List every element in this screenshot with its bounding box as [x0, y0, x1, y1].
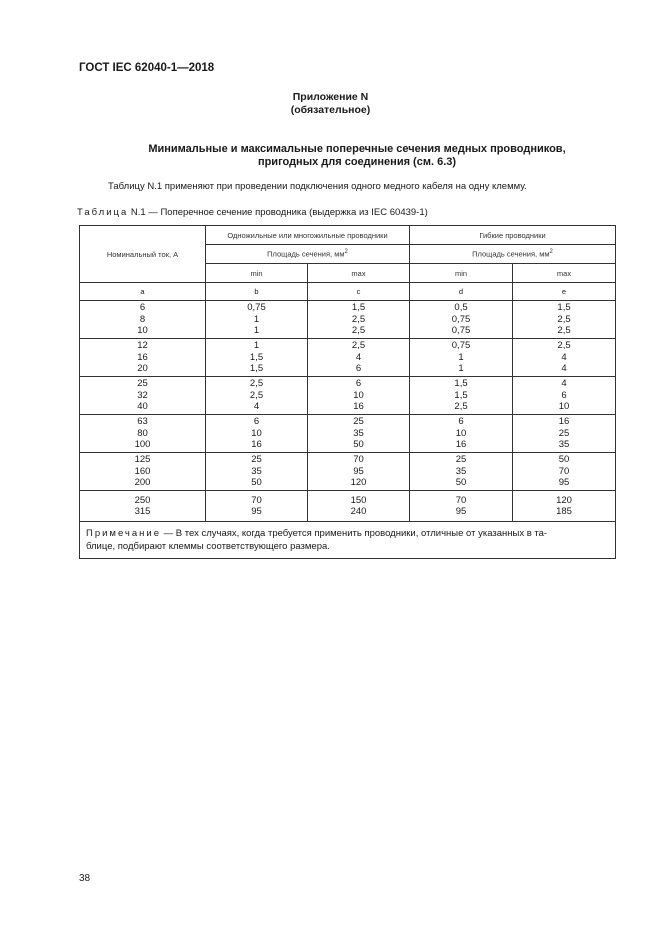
cell-value: 16: [137, 351, 148, 363]
header-flex-max: max: [513, 264, 616, 283]
cell-value: 0,75: [451, 325, 471, 337]
cell-value: 10: [455, 427, 467, 439]
cell-value: 2,5: [557, 340, 571, 352]
area-superscript: 2: [344, 249, 348, 256]
header-solid-conductors: Одножильные или многожильные проводники: [206, 226, 410, 245]
cell-value: 4: [561, 351, 567, 363]
cell-value: 4: [253, 401, 260, 413]
cell-value: 1: [253, 340, 260, 352]
conductor-table: [79, 225, 616, 559]
cell-value: 35: [558, 439, 570, 451]
cell-value: 2,5: [557, 325, 571, 337]
cell-current: [80, 491, 206, 522]
cell-value: 1,5: [351, 302, 366, 314]
cell-value: 4: [561, 378, 567, 390]
cell-value: 1,5: [557, 302, 571, 314]
cell-value: 70: [251, 494, 262, 506]
cell-value: 16: [251, 439, 262, 451]
table-caption-label: Таблица: [77, 207, 129, 218]
cell-solid-max: [308, 377, 410, 415]
cell-solid-min: [206, 453, 308, 491]
cell-value: 160: [134, 465, 151, 477]
column-letter: c: [308, 283, 410, 301]
cell-value: 1: [458, 363, 464, 375]
page-number: 38: [79, 873, 91, 884]
cell-solid-min: [206, 377, 308, 415]
cell-value: 125: [134, 454, 151, 466]
table-caption: [77, 207, 428, 218]
cell-value: 6: [355, 363, 362, 375]
annex-status: (обязательное): [290, 104, 371, 116]
cell-value: 2,5: [249, 378, 264, 390]
cell-value: 50: [455, 477, 467, 489]
cell-value: 10: [251, 427, 262, 439]
cell-value: 95: [251, 506, 262, 517]
cell-value: 35: [455, 465, 467, 477]
header-rated-current: Номинальный ток, А: [80, 226, 206, 283]
header-solid-max: max: [308, 264, 410, 283]
cell-flex-max: [513, 453, 616, 491]
column-letter: e: [513, 283, 616, 301]
cell-value: 2,5: [351, 340, 366, 352]
cell-value: 1: [253, 325, 260, 337]
cell-solid-min: [206, 491, 308, 522]
table-row-group: [80, 491, 616, 522]
note-line-1: [86, 527, 609, 540]
cell-current: [80, 301, 206, 339]
cell-value: 32: [137, 389, 148, 401]
cell-value: 2,5: [454, 401, 468, 413]
cell-flex-max: [513, 301, 616, 339]
cell-value: 25: [251, 454, 262, 466]
area-superscript: 2: [549, 249, 553, 256]
cell-value: 25: [455, 454, 467, 466]
area-label: Площадь сечения, мм: [267, 249, 345, 259]
cell-current: [80, 377, 206, 415]
cell-value: 200: [134, 477, 151, 489]
cell-solid-min: [206, 301, 308, 339]
header-flex-min: min: [410, 264, 513, 283]
cell-solid-max: [308, 301, 410, 339]
table-row-group: [80, 415, 616, 453]
cell-value: 95: [353, 465, 364, 477]
cell-value: 1: [458, 351, 464, 363]
cell-value: 6: [458, 416, 464, 428]
column-letter: d: [410, 283, 513, 301]
cell-value: 35: [353, 427, 364, 439]
cell-value: 20: [137, 363, 148, 375]
cell-value: 2,5: [351, 325, 366, 337]
cell-value: 120: [556, 494, 572, 506]
cell-value: 0,75: [451, 313, 471, 325]
note-line-2: блице, подбирают клеммы соответствующего размера.: [86, 541, 330, 552]
cell-value: 8: [139, 313, 146, 325]
cell-solid-min: [206, 415, 308, 453]
cell-value: 12: [137, 340, 148, 352]
cell-solid-max: [308, 453, 410, 491]
cell-value: 2,5: [249, 389, 264, 401]
cell-flex-min: [410, 377, 513, 415]
intro-paragraph: Таблицу N.1 применяют при проведении подключения одного медного кабеля на одну клемму.: [108, 181, 527, 192]
note-label: Примечание: [86, 528, 161, 539]
table-row-group: [80, 453, 616, 491]
cell-value: 150: [350, 494, 367, 506]
cell-value: 95: [455, 506, 467, 517]
cell-value: 10: [353, 389, 364, 401]
cell-current: [80, 415, 206, 453]
header-solid-min: min: [206, 264, 308, 283]
cell-value: 4: [561, 363, 567, 375]
cell-value: 80: [137, 427, 148, 439]
cell-solid-max: [308, 415, 410, 453]
cell-value: 50: [558, 454, 570, 466]
cell-solid-min: [206, 339, 308, 377]
table-row-group: [80, 301, 616, 339]
cell-value: 120: [350, 477, 367, 489]
cell-flex-min: [410, 339, 513, 377]
header-flexible-conductors: Гибкие проводники: [410, 226, 616, 245]
cell-value: 2,5: [351, 313, 366, 325]
cell-value: 25: [558, 427, 570, 439]
cell-current: [80, 339, 206, 377]
cell-flex-max: [513, 377, 616, 415]
cell-value: 16: [353, 401, 364, 413]
table-note: [80, 522, 616, 559]
cell-value: 10: [137, 325, 148, 337]
cell-value: 6: [139, 302, 146, 314]
cell-flex-min: [410, 453, 513, 491]
cell-value: 40: [137, 401, 148, 413]
cell-value: 25: [353, 416, 364, 428]
header-flex-area: [410, 245, 616, 264]
cell-value: 6: [253, 416, 260, 428]
cell-value: 6: [355, 378, 362, 390]
cell-solid-max: [308, 339, 410, 377]
table-caption-text: N.1 — Поперечное сечение проводника (выдержка из IEC 60439-1): [128, 207, 428, 218]
cell-value: 0,75: [451, 340, 471, 352]
cell-value: 185: [556, 506, 572, 517]
area-label: Площадь сечения, мм: [472, 249, 550, 259]
cell-value: 95: [558, 477, 570, 489]
note-text-1: — В тех случаях, когда требуется применить проводники, отличные от указанных в та-: [161, 528, 548, 539]
cell-value: 0,75: [247, 302, 266, 314]
cell-flex-max: [513, 339, 616, 377]
cell-value: 1,5: [454, 389, 468, 401]
cell-value: 240: [350, 506, 367, 517]
cell-value: 70: [558, 465, 570, 477]
header-solid-area: [206, 245, 410, 264]
cell-value: 100: [134, 439, 151, 451]
cell-value: 0,5: [454, 302, 468, 314]
cell-flex-min: [410, 301, 513, 339]
cell-value: 1,5: [249, 363, 264, 375]
cell-value: 16: [455, 439, 467, 451]
document-code: ГОСТ IEC 62040-1—2018: [79, 62, 215, 74]
cell-value: 1: [253, 313, 260, 325]
section-heading-line-2: пригодных для соединения (см. 6.3): [257, 156, 457, 168]
cell-value: 63: [137, 416, 148, 428]
cell-value: 70: [353, 454, 364, 466]
cell-value: 315: [134, 506, 151, 517]
cell-value: 50: [251, 477, 262, 489]
cell-flex-min: [410, 491, 513, 522]
column-letters-row: [80, 283, 616, 301]
cell-flex-max: [513, 415, 616, 453]
cell-value: 6: [561, 389, 567, 401]
cell-value: 2,5: [557, 313, 571, 325]
cell-value: 250: [134, 494, 151, 506]
cell-current: [80, 453, 206, 491]
table-row-group: [80, 377, 616, 415]
cell-value: 10: [558, 401, 570, 413]
cell-value: 70: [455, 494, 467, 506]
cell-solid-max: [308, 491, 410, 522]
cell-value: 16: [558, 416, 570, 428]
cell-flex-min: [410, 415, 513, 453]
table-row-group: [80, 339, 616, 377]
column-letter: b: [206, 283, 308, 301]
cell-value: 4: [355, 351, 362, 363]
column-letter: a: [80, 283, 206, 301]
annex-title: Приложение N: [292, 91, 369, 103]
cell-value: 1,5: [454, 378, 468, 390]
section-heading-line-1: Минимальные и максимальные поперечные сечения медных проводников,: [148, 143, 566, 155]
cell-value: 35: [251, 465, 262, 477]
cell-value: 25: [137, 378, 148, 390]
cell-flex-max: [513, 491, 616, 522]
cell-value: 1,5: [249, 351, 264, 363]
cell-value: 50: [353, 439, 364, 451]
